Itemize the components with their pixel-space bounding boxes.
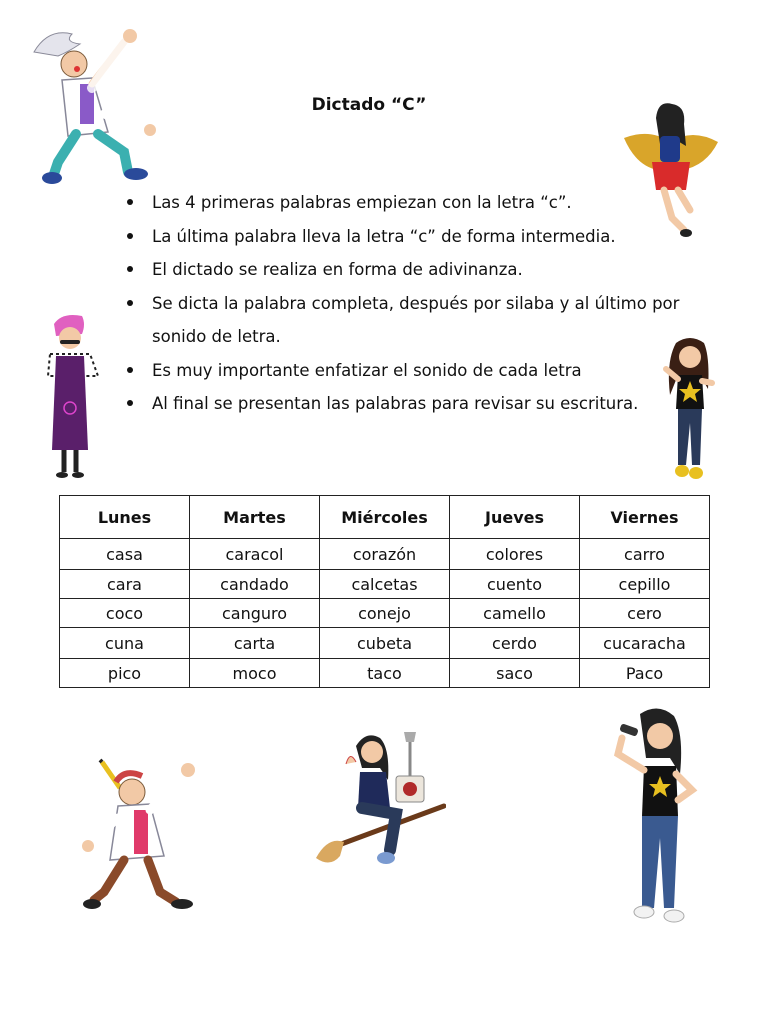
dictation-table: [59, 495, 710, 688]
table-row: [60, 570, 710, 599]
table-cell: coco: [60, 599, 190, 628]
instruction-item: Las 4 primeras palabras empiezan con la letra “c”.: [152, 186, 692, 220]
witch-broom-girl-cartoon-icon: [316, 728, 446, 876]
instruction-item: Al final se presentan las palabras para revisar su escritura.: [152, 387, 692, 421]
scientist-pencil-cartoon-icon: [80, 752, 202, 912]
header-viernes: Viernes: [580, 496, 710, 539]
superhero-girl-cartoon-icon: [620, 100, 722, 238]
table-row: [60, 599, 710, 628]
teacher-apron-cartoon-icon: [42, 312, 104, 482]
table-header-row: [60, 496, 710, 539]
table-cell: canguro: [190, 599, 320, 628]
table-cell: cerdo: [450, 628, 580, 659]
table-row: [60, 628, 710, 659]
table-cell: colores: [450, 539, 580, 570]
table-cell: calcetas: [320, 570, 450, 599]
instruction-item: Se dicta la palabra completa, después por silaba y al último por sonido de letra.: [152, 287, 692, 354]
header-lunes: Lunes: [60, 496, 190, 539]
table-cell: caracol: [190, 539, 320, 570]
table-cell: cuento: [450, 570, 580, 599]
table-cell: camello: [450, 599, 580, 628]
header-jueves: Jueves: [450, 496, 580, 539]
table-cell: Paco: [580, 659, 710, 688]
table-cell: pico: [60, 659, 190, 688]
table-cell: cepillo: [580, 570, 710, 599]
table-cell: moco: [190, 659, 320, 688]
page-title: Dictado “C”: [311, 95, 427, 115]
instruction-item: La última palabra lleva la letra “c” de forma intermedia.: [152, 220, 692, 254]
header-miercoles: Miércoles: [320, 496, 450, 539]
instruction-item: Es muy importante enfatizar el sonido de cada letra: [152, 354, 692, 388]
table-cell: taco: [320, 659, 450, 688]
table-row: [60, 539, 710, 570]
instruction-item: El dictado se realiza en forma de adivinanza.: [152, 253, 692, 287]
girl-star-shirt-cartoon-icon: [656, 335, 722, 485]
table-cell: saco: [450, 659, 580, 688]
girl-microphone-cartoon-icon: [604, 704, 700, 926]
table-cell: carro: [580, 539, 710, 570]
table-cell: cuna: [60, 628, 190, 659]
table-cell: corazón: [320, 539, 450, 570]
table-cell: cubeta: [320, 628, 450, 659]
instruction-list: [112, 186, 692, 421]
scientist-cartoon-icon: [28, 22, 160, 187]
table-cell: casa: [60, 539, 190, 570]
table-cell: cucaracha: [580, 628, 710, 659]
table-cell: cero: [580, 599, 710, 628]
table-cell: candado: [190, 570, 320, 599]
header-martes: Martes: [190, 496, 320, 539]
table-cell: conejo: [320, 599, 450, 628]
table-cell: carta: [190, 628, 320, 659]
table-row: [60, 659, 710, 688]
table-cell: cara: [60, 570, 190, 599]
